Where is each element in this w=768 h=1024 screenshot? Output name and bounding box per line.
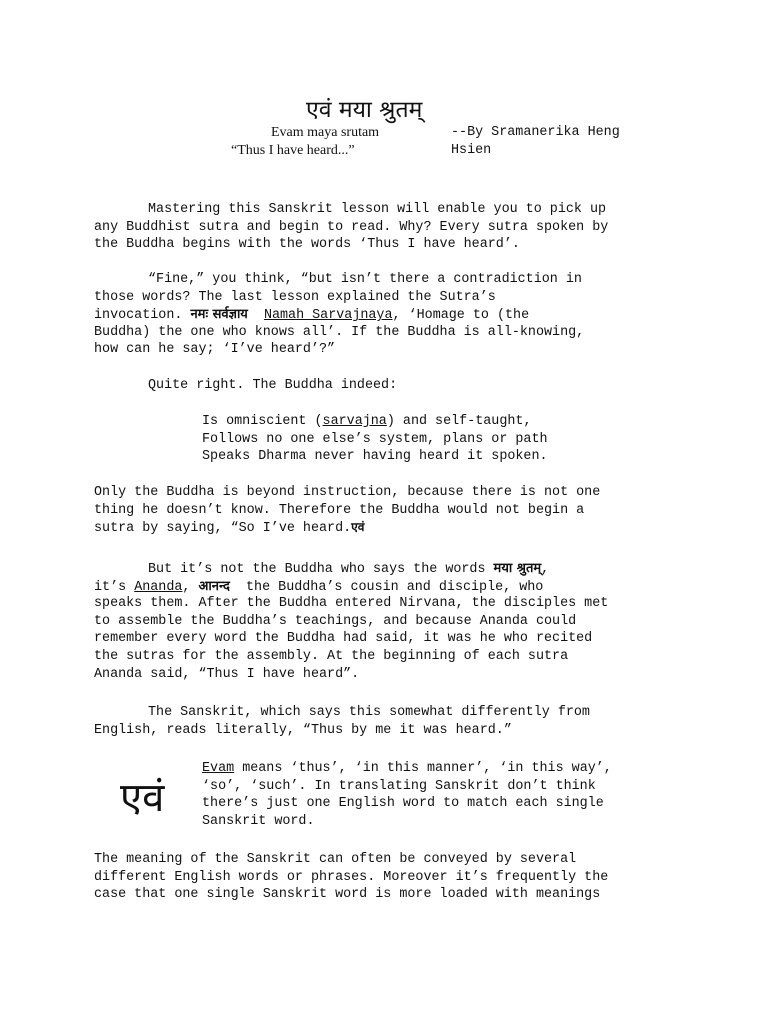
devanagari-title: एवं मया श्रुतम् [306, 97, 423, 123]
text-line: English, reads literally, “Thus by me it was heard.” [94, 722, 512, 738]
term-namah-sarvajnaya: Namah Sarvajnaya [263, 308, 393, 324]
term-evam: Evam [202, 761, 235, 776]
text-line: remember every word the Buddha had said, it was he who recited [94, 631, 593, 647]
text-line [202, 413, 768, 431]
text-line: to assemble the Buddha’s teachings, and because Ananda could [94, 613, 577, 629]
text-line: Buddha) the one who knows all’. If the Buddha is all-knowing, [94, 324, 585, 340]
text-line: Ananda said, “Thus I have heard”. [94, 666, 360, 682]
text-line [94, 578, 694, 596]
paragraph-1 [94, 201, 694, 254]
text-line: those words? The last lesson explained the Sutra’s [94, 289, 496, 305]
text-line: Sanskrit word. [202, 813, 315, 829]
text-fragment: But it’s not the Buddha who says the words [148, 562, 486, 577]
text-fragment: , [541, 562, 550, 577]
text-fragment: the Buddha’s cousin and disciple, who [246, 579, 544, 595]
term-sarvajna: sarvajna [322, 414, 387, 429]
text-line [94, 560, 694, 578]
text-line: Only the Buddha is beyond instruction, because there is not one [94, 485, 601, 500]
text-line: thing he doesn’t know. Therefore the Buddha would not begin a [94, 502, 585, 518]
byline-cont: Hsien [451, 143, 492, 158]
evam-glyph-image: एवं [120, 775, 165, 821]
text-line: Quite right. The Buddha indeed: [148, 378, 398, 393]
text-line: the Buddha begins with the words ‘Thus I have heard’. [94, 237, 520, 253]
text-line: case that one single Sanskrit word is more loaded with meanings [94, 887, 601, 903]
text-fragment: , [182, 579, 191, 595]
paragraph-8 [94, 851, 694, 904]
translation: “Thus I have heard...” [231, 143, 355, 158]
text-line: Speaks Dharma never having heard it spoken. [202, 449, 548, 465]
devanagari-ananda: आनन्द [198, 578, 230, 594]
text-line: Mastering this Sanskrit lesson will enable you to pick up [148, 202, 607, 217]
text-line: The meaning of the Sanskrit can often be conveyed by several [94, 852, 577, 867]
paragraph-2 [94, 271, 694, 359]
block-quote [202, 413, 768, 466]
text-line: the sutras for the assembly. At the beginning of each sutra [94, 648, 569, 664]
text-fragment: it’s [94, 579, 127, 595]
text-line [94, 306, 694, 324]
text-line: Follows no one else’s system, plans or path [202, 431, 548, 447]
text-line: speaks them. After the Buddha entered Nirvana, the disciples met [94, 596, 609, 612]
text-line: ‘so’, ‘such’. In translating Sanskrit don’t think [202, 778, 596, 794]
text-line [94, 519, 694, 537]
devanagari-evam-inline: एवं [351, 520, 365, 535]
paragraph-3 [94, 377, 694, 395]
paragraph-4 [94, 484, 694, 537]
text-line: how can he say; ‘I’ve heard’?” [94, 342, 336, 358]
text-fragment: invocation. [94, 308, 183, 324]
paragraph-6 [94, 704, 694, 739]
byline: --By Sramanerika Heng [451, 125, 620, 140]
transliteration: Evam maya srutam [271, 125, 380, 140]
text-line: there’s just one English word to match each single [202, 796, 604, 812]
text-line: The Sanskrit, which says this somewhat differently from [148, 705, 590, 720]
text-fragment: ) and self-taught, [386, 414, 532, 429]
text-line: different English words or phrases. Moreover it’s frequently the [94, 869, 609, 885]
devanagari-maya-srutam: मया श्रुतम् [493, 561, 542, 576]
text-line: any Buddhist sutra and begin to read. Why? Every sutra spoken by [94, 219, 609, 235]
text-fragment: means ‘thus’, ‘in this manner’, ‘in this way’, [234, 761, 612, 776]
devanagari-namah-sarvajnaya: नमः सर्वज्ञाय [190, 307, 248, 323]
paragraph-5 [94, 560, 694, 683]
text-fragment: , ‘Homage to (the [392, 308, 530, 324]
paragraph-7 [202, 760, 768, 830]
text-fragment: sutra by saying, “So I’ve heard. [94, 521, 352, 537]
term-ananda: Ananda [134, 579, 183, 595]
text-line [202, 760, 768, 778]
text-line: “Fine,” you think, “but isn’t there a contradiction in [148, 272, 582, 287]
text-fragment: Is omniscient ( [202, 414, 323, 429]
